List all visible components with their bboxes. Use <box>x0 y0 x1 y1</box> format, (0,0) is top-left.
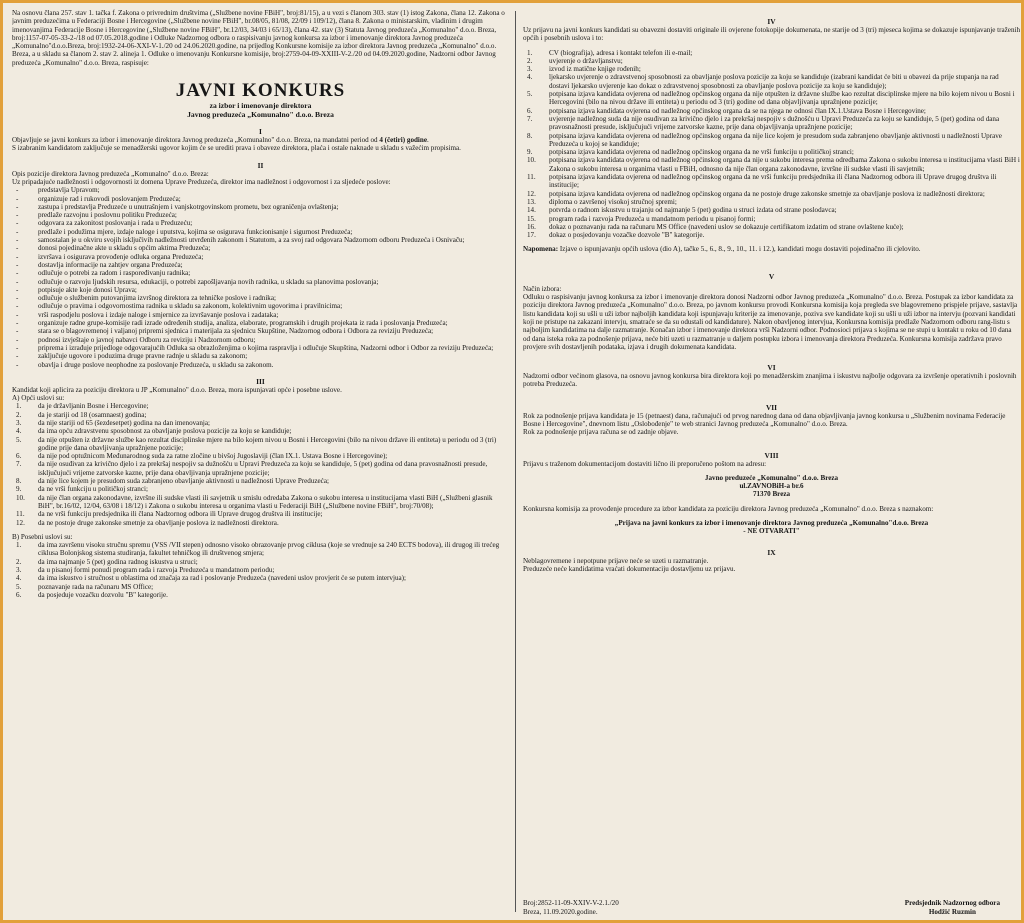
list-item: - potpisuje akte koje donosi Uprava; <box>16 286 509 294</box>
intro-paragraph: Na osnovu člana 257. stav 1. tačka f. Zakona o privrednim društvima („Službene novine FBiH", broj:81/15), a u vezi s članom 303. stav (1) istog Zakona, člana 12. Zakona o javnim preduzećima u Federaciji Bosne i Hercegovine („Službene novine FBiH", br.08/05, 81/08, 22/09 i 109/12), člana 8. Zakona o ministarskim, vladinim i drugim imenovanjima Federacije Bosne i Hercegovine („Službene novine FBiH", br.12/03, 34/03 i 65/13), člana 42. stav (3) Statuta Javnog preduzeća „Komunalno" d.o.o. Breza, broj:1157-07-05-33-2-/18 od 07.05.2018.godine i Odluke Nadzornog odbora o raspisivanju javnog konkursa za izbor i imenovanje direktora Javnog preduzeća „Komunalno"d.o.o.Breza, broj:1932-24-06-XXI-V-1./20 od 24.06.2020.godine, na prijedlog Konkursne komisije za izbor direktora Javnog preduzeća „Komunalno" d.o.o. Breza, a u skladu sa članom 2. stav 2. alineja 1. Odluke o imenovanju Konkursne komisije, broj:2759-04-09-XXIII-V-2./20 od 04.09.2020.godine, Nadzorni odbor Javnog preduzeća „Komunalno" d.o.o. Breza, raspisuje: <box>12 9 505 67</box>
list-item-text: potpisana izjava kandidata ovjerena od nadležnog općinskog organa da nije otpušten iz državne službe kao rezultat disciplinske mjere na bilo kojem nivou u Bosni i Hercegovini (bilo na nivou države ili entiteta) u periodu od 3 (tri) godine od dana objavljivanja upražnjene pozicije; <box>549 90 1015 107</box>
list-item-text: diploma o završenoj visokoj stručnoj spremi; <box>549 197 677 206</box>
list-item: - samostalan je u okviru svojih isključivih nadležnosti utvrđenih zakonom i Statutom, a za svoj rad odgovara Nadzornom odboru Preduzeća i Osnivaču; <box>16 236 509 244</box>
list-item: - odlučuje o razvoju ljudskih resursa, edukaciji, o potrebi zapošljavanja novih radnika, u skladu sa planovima poslovanja; <box>16 278 509 286</box>
list-item-text: potvrda o radnom iskustvu u trajanju od najmanje 5 (pet) godina u struci izdata od strane poslodavca; <box>549 206 837 215</box>
list-item-text: uvjerenje o državljanstvu; <box>549 56 623 65</box>
list-item-text: da nije pod optužnicom Međunarodnog suda za ratne zločine u bivšoj Jugoslaviji (član IX.1. Ustava Bosne i Hercegovine); <box>38 452 388 461</box>
reference-number: Broj:2852-11-09-XXIV-V-2.1./20 <box>523 899 619 908</box>
list-item <box>527 57 1020 65</box>
list-item-number: 9. <box>527 148 533 157</box>
list-item-text: potpisana izjava kandidata ovjerena od nadležnog općinskog organa da ne postoje druge zakonske smetnje za obavljanje poslova iz nadležnosti direktora; <box>549 189 985 198</box>
list-item <box>16 558 509 566</box>
signatory-name: Hodžić Ruzmin <box>928 907 976 916</box>
list-item <box>16 436 509 453</box>
list-item-number: 17. <box>527 231 536 240</box>
list-item <box>16 566 509 574</box>
special-conditions-list <box>12 541 509 599</box>
section-heading-4: IV <box>767 17 776 26</box>
title-subline-2: Javnog preduzeća „Komunalno" d.o.o. Breza <box>187 110 334 120</box>
list-item-number: 1. <box>527 48 533 57</box>
address-line-3: 71370 Breza <box>752 490 791 499</box>
list-item-text: da ima završenu visoku stručnu spremu (VSS /VII stepen) odnosno visoko obrazovanje prvog ciklusa (koje se vrednuje sa 240 ECTS bodova), ili drugog ili trećeg ciklusa Bolonjskog sistema studiranja, fakultet tehničkog ili društvenog smjera; <box>38 541 500 558</box>
list-item-text: da ne postoje druge zakonske smetnje za obavljanje poslova iz nadležnosti direktora. <box>38 518 279 527</box>
list-item <box>16 452 509 460</box>
list-item: - predlaže razvojnu i poslovnu politiku Preduzeća; <box>16 211 509 219</box>
list-item-text: da nije osuđivan za krivično djelo i za prekršaj nespojiv sa dužnošću u Upravi Preduzeća za koju se kandiduje, 5 (pet) godina od dana pravosnažnosti presude, isključujući vrijeme zatvorske kazne, prije dana obavljivanja upražnjene pozicije; <box>38 460 488 477</box>
list-item-number: 1. <box>16 402 22 411</box>
list-item: - priprema i izrađuje prijedloge odgovarajućih Odluka sa obrazloženjima o kojima raspravlja i odlučuje Skupština, Nadzorni odbor i Odbor za reviziju Preduzeća; <box>16 344 509 352</box>
list-item-number: 11. <box>16 510 25 519</box>
list-item: - zastupa i predstavlja Preduzeće u unutrašnjem i vanjskotrgovinskom prometu, bez ograničenja ovlaštenja; <box>16 203 509 211</box>
list-item-number: 11. <box>527 173 536 182</box>
list-item: - odlučuje o potrebi za radom i raspoređivanju radnika; <box>16 269 509 277</box>
list-item-text: da ne vrši funkciju predsjednika ili člana Nadzornog odbora ili Uprave drugog društva ili institucije; <box>38 510 323 519</box>
signature-footer <box>523 896 1020 916</box>
signature-block <box>905 899 1000 916</box>
list-item-number: 12. <box>16 518 25 527</box>
section-8-paragraph-1: Prijavu s traženom dokumentacijom dostaviti lično ili preporučeno poštom na adresu: <box>523 459 767 468</box>
list-item: - predlaže i podužima mjere, izdaje naloge i uputstva, kojima se osigurava funkcionisanje i sigurnost Preduzeća; <box>16 228 509 236</box>
list-item-number: 4. <box>527 73 533 82</box>
list-item <box>16 519 509 527</box>
issue-date: Breza, 11.09.2020.godine. <box>523 907 598 916</box>
list-item-number: 8. <box>527 131 533 140</box>
list-item-text: dokaz o posjedovanju vozačke dozvole "B" kategorije. <box>549 231 705 240</box>
list-item-text: potpisana izjava kandidata ovjerena od nadležnog općinskog organa da nije u sukobu interesa prema odredbama Zakona o sukobu interesa u institucijama vlasti BiH i Zakona o sukobu interesa u organima vlasti u FBiH, odnosno da nije član organa zakonodavne, izvršne ili sudske vlasti ili savjetnik; <box>549 156 1020 173</box>
list-item: - stara se o blagovremenoj i valjanoj pripremi sjednica i materijala za sjednicu Skupštine, Nadzornog odbora i Odbora za reviziju Preduzeća; <box>16 327 509 335</box>
section-3-paragraph-1: Kandidat koji aplicira za poziciju direktora u JP „Komunalno" d.o.o. Breza, mora ispunjavati opće i posebne uslove. <box>12 385 342 394</box>
section-heading-6: VI <box>767 363 776 373</box>
list-item: - dostavlja informacije na zahtjev organa Preduzeća; <box>16 261 509 269</box>
list-item-number: 6. <box>527 106 533 115</box>
right-column <box>523 7 1020 916</box>
list-item-text: da nije stariji od 65 (šezdesetpet) godina na dan imenovanja; <box>38 418 210 427</box>
section-heading-2: II <box>257 160 264 170</box>
note-paragraph: Napomena: Izjave o ispunjavanju općih uslova (dio A), tačke 5., 6., 8., 9., 10., 11. i 12.), kandidati mogu dostaviti pojedinačno ili cjelovito. <box>523 245 921 254</box>
envelope-mark-line-2: - NE OTVARATI" <box>743 527 800 536</box>
documents-list <box>523 49 1020 240</box>
list-item-text: da ima opću zdravstvenu sposobnost za obavljanje poslova pozicije za koju se kandiduje; <box>38 427 292 436</box>
list-item-number: 3. <box>16 566 22 575</box>
list-item <box>527 156 1020 173</box>
list-item <box>527 223 1020 231</box>
section-heading-1: I <box>259 127 262 137</box>
general-conditions-title: A) Opći uslovi su: <box>12 394 65 403</box>
list-item-text: potpisana izjava kandidata ovjerena od nadležnog općinskog organa da nije lice kojem je presudom suda zabranjeno obavljanje aktivnosti u nadležnosti Uprave Preduzeća u kojoj se kandiduje; <box>549 131 1002 148</box>
list-item: - vrši raspodjelu poslova i izdaje naloge i smjernice za izvršavanje poslova i zadataka; <box>16 311 509 319</box>
list-item <box>16 494 509 511</box>
list-item-number: 3. <box>527 65 533 74</box>
list-item <box>16 477 509 485</box>
list-item: - predstavlja Upravom; <box>16 186 509 194</box>
list-item <box>527 215 1020 223</box>
list-item-number: 2. <box>527 56 533 65</box>
list-item: - obavlja i druge poslove neophodne za poslovanje Preduzeća, u skladu sa zakonom. <box>16 361 509 369</box>
section-5-paragraph-2: Odluku o raspisivanju javnog konkursa za izbor i imenovanje direktora donosi Nadzorni odbor Javnog preduzeća „Komunalno" d.o.o. Breza. Postupak za izbor kandidata za poziciju direktora Javnog preduzeća „Komunalno" d.o.o. Breza, po javnom konkursu provodi Konkursna komisija koja pregleda sve blagovremeno prispjele prijave, sastavlja listu kandidata koji su ušli u uži izbor najboljih kandidata koji ispunjavaju kriterije za imenovanje, poziva sve kandidate koji su ušli u uži izbor na intervju (pozvani kandidati koji ne pristupe na zakazani intervju, smatraće se da su odustali od kandidature). Nakon obavljenog intervjua, Konkursna komisija predlaže Nadzornom odboru rang-listu s najboljim kandidatima na dalje razmatranje. Konačan izbor i imenovanje direktora vrši Nadzorni odbor. Podnosioci prijava s kojima se ne stupi u kontakt u roku od 10 dana od dana isteka roka za podnošenje prijava, neće biti uzeti u razmatranje u daljem postupku izbora i imenovanja direktora Preduzeća. Konkursna komisija zadržava pravo provjere svih dostavljenih podataka, izjava i drugih dokumenata kandidata. <box>523 293 1018 351</box>
list-item-number: 15. <box>527 214 536 223</box>
section-2-paragraph-2: Uz pripadajuće nadležnosti i odgovornosti iz domena Uprave Preduzeća, direktor ima nadležnost i odgovornost i za sljedeće poslove: <box>12 177 391 186</box>
list-item-text: ljekarsko uvjerenje o zdravstvenoj sposobnosti za obavljanje poslova pozicije za koju se kandiduje (izabrani kandidat će biti u obavezi da prije stupanja na rad dostavi ljekarsko uvjerenje kao dokaz o zdravstvenoj sposobnosti za obavljanje poslova pozicije za koju se kandiduje); <box>549 73 999 90</box>
list-item <box>527 206 1020 214</box>
list-item <box>16 510 509 518</box>
list-item <box>16 411 509 419</box>
list-item <box>527 73 1020 90</box>
list-item <box>16 583 509 591</box>
list-item-number: 5. <box>527 90 533 99</box>
list-item-number: 6. <box>16 452 22 461</box>
list-item-text: da posjeduje vozačku dozvolu "B" kategorije. <box>38 590 168 599</box>
column-divider <box>515 11 516 912</box>
list-item-text: potpisana izjava kandidata ovjerena od nadležnog općinskog organa da ne vrši funkciju u političkoj stranci; <box>549 148 854 157</box>
list-item-number: 2. <box>16 557 22 566</box>
list-item <box>16 460 509 477</box>
list-item-text: CV (biografija), adresa i kontakt telefon ili e-mail; <box>549 48 693 57</box>
list-item-number: 7. <box>16 460 22 469</box>
list-item-number: 4. <box>16 427 22 436</box>
list-item-text: dokaz o poznavanju rada na računaru MS Office (navedeni uslov se dokazuje certifikatom izdatim od strane ovlaštene kuće); <box>549 222 904 231</box>
address-line-2: ul.ZAVNOBiH-a br.6 <box>739 482 804 491</box>
list-item-text: da ima iskustvo i stručnost u oblastima od značaja za rad i poslovanje Preduzeća (navedeni uslov provjerit će se putem intervjua); <box>38 574 406 583</box>
list-item-number: 10. <box>16 493 25 502</box>
list-item-number: 9. <box>16 485 22 494</box>
section-7-paragraph-1: Rok za podnošenje prijava kandidata je 15 (petnaest) dana, računajući od prvog narednog dana od dana objavljivanja javnog konkursa u „Službenim novinama Federacije Bosne i Hercegovine", dnevnom listu „Oslobođenje" te web stranici Javnog preduzeća „Komunalno" d.o.o. Breza. <box>523 411 1006 428</box>
list-item-text: da nije lice kojem je presudom suda zabranjeno obavljanje aktivnosti u nadležnosti Uprave Preduzeća; <box>38 477 329 486</box>
list-item <box>16 574 509 582</box>
list-item <box>527 65 1020 73</box>
duties-list <box>12 186 509 369</box>
list-item-number: 5. <box>16 582 22 591</box>
list-item-text: potpisana izjava kandidata ovjerena od nadležnog općinskog organa da ne vrši funkciju predsjednika ili člana Nadzornog odbora ili Uprave drugog društva ili institucije; <box>549 173 997 190</box>
list-item-text: da je državljanin Bosne i Hercegovine; <box>38 402 149 411</box>
list-item-text: da u pisanoj formi ponudi program rada i razvoja Preduzeća u mandatnom periodu; <box>38 566 275 575</box>
list-item-text: da nije otpušten iz državne službe kao rezultat disciplinske mjere na bilo kojem nivou u Bosni i Hercegovini (bilo na nivou države ili entiteta) u periodu od 3 (tri) godine prije dana obavljivanja upražnjene pozicije; <box>38 435 497 452</box>
section-heading-9: IX <box>767 547 776 557</box>
list-item: - organizuje radne grupe-komisije radi izrade određenih studija, analiza, elaborate, programskih i drugih projekata iz rada i poslovanja Preduzeća; <box>16 319 509 327</box>
section-9-paragraph-2: Preduzeće neće kandidatima vraćati dokumentaciju dostavljenu uz prijavu. <box>523 564 736 573</box>
list-item <box>16 402 509 410</box>
list-item-number: 14. <box>527 206 536 215</box>
page-title: JAVNI KONKURS <box>175 80 346 102</box>
list-item <box>527 148 1020 156</box>
list-item: - odgovara za zakonitost poslovanja i rada u Preduzeću; <box>16 219 509 227</box>
list-item <box>527 198 1020 206</box>
list-item-number: 7. <box>527 114 533 123</box>
section-4-paragraph-1: Uz prijavu na javni konkurs kandidati su obavezni dostaviti originale ili ovjerene fotokopije dokumenata, ne starije od 3 (tri) mjeseca kojima se dokazuje ispunjavanje traženih općih i posebnih uslova i to: <box>523 26 1020 43</box>
list-item-number: 13. <box>527 197 536 206</box>
title-subline-1: za izbor i imenovanje direktora <box>209 101 312 111</box>
list-item-number: 5. <box>16 435 22 444</box>
list-item-number: 12. <box>527 189 536 198</box>
list-item <box>527 132 1020 149</box>
address-line-1: Javno preduzeće „Komunalno" d.o.o. Breza <box>704 473 839 482</box>
list-item: - zaključuje ugovore i poduzima druge pravne radnje u skladu sa zakonom; <box>16 352 509 360</box>
list-item-text: potpisana izjava kandidata ovjerena od nadležnog općinskog organa da se na njega ne odnosi član IX.1.Ustava Bosne i Hercegovine; <box>549 106 926 115</box>
list-item-number: 16. <box>527 222 536 231</box>
list-item: - odlučuje o pravima i odgovornostima radnika u skladu sa zakonom, kolektivnim ugovorima i pravilnicima; <box>16 302 509 310</box>
list-item <box>527 49 1020 57</box>
list-item: - donosi pojedinačne akte u skladu s općim aktima Preduzeća; <box>16 244 509 252</box>
list-item-number: 4. <box>16 574 22 583</box>
list-item: - izvršava i osigurava provođenje odluka organa Preduzeća; <box>16 253 509 261</box>
list-item-number: 2. <box>16 410 22 419</box>
list-item <box>527 190 1020 198</box>
list-item <box>16 591 509 599</box>
signatory-title: Predsjednik Nadzornog odbora <box>904 899 1000 908</box>
section-heading-7: VII <box>765 402 778 412</box>
list-item-text: da nije član organa zakonodavne, izvršne ili sudske vlasti ili savjetnik u smislu odredaba Zakona o sukobu interesa u institucijama vlasti BiH („Službeni glasnik BiH", br.16/02, 12/04, 63/08 i 18/12) i Zakona o sukobu interesa u organima vlasti u Federaciji BiH („Službene novine FBiH", broj:70/08); <box>38 493 493 510</box>
list-item-text: da ima najmanje 5 (pet) godina radnog iskustva u struci; <box>38 557 198 566</box>
list-item-text: da je stariji od 18 (osamnaest) godina; <box>38 410 147 419</box>
section-6-paragraph-1: Nadzorni odbor većinom glasova, na osnovu javnog konkursa bira direktora koji po menadžerskim znanjima i iskustvu najbolje odgovara za izvršenje operativnih i poslovnih potreba Preduzeća. <box>523 372 1017 389</box>
list-item <box>16 419 509 427</box>
section-2-paragraph-1: Opis pozicije direktora Javnog preduzeća „Komunalno" d.o.o. Breza: <box>12 169 209 178</box>
section-1-paragraph-1: Objavljuje se javni konkurs za izbor i imenovanje direktora Javnog preduzeća „Komunalno" d.o.o. Breza, na mandatni period od 4 (četiri) godine. <box>12 136 429 145</box>
note-label: Napomena: <box>523 245 559 254</box>
special-conditions-title: B) Posebni uslovi su: <box>12 532 73 541</box>
section-8-paragraph-2: Konkursna komisija za provođenje procedure za izbor kandidata za poziciju direktora Javnog preduzeća „Komunalno" d.o.o. Breza s naznakom: <box>523 504 934 513</box>
section-7-paragraph-2: Rok za podnošenje prijava računa se od zadnje objave. <box>523 428 679 437</box>
list-item-number: 10. <box>527 156 536 165</box>
section-heading-5: V <box>768 271 775 281</box>
reference-block <box>523 899 619 916</box>
section-heading-8: VIII <box>764 450 779 460</box>
list-item: - organizuje rad i rukovodi poslovanjem Preduzeća; <box>16 195 509 203</box>
list-item-number: 8. <box>16 477 22 486</box>
list-item: - odlučuje o službenim putovanjima izvršnog direktora za tehničke poslove i radnika; <box>16 294 509 302</box>
section-heading-3: III <box>256 376 265 386</box>
left-column <box>12 7 509 916</box>
list-item <box>16 485 509 493</box>
list-item-number: 1. <box>16 541 22 550</box>
section-9-paragraph-1: Neblagovremene i nepotpune prijave neće se uzeti u razmatranje. <box>523 556 709 565</box>
list-item-text: izvod iz matične knjige rođenih; <box>549 65 641 74</box>
envelope-mark-line-1: „Prijava na javni konkurs za izbor i imenovanje direktora Javnog preduzeća „Komunalno"d.o.o. Breza <box>614 519 929 528</box>
list-item <box>527 90 1020 107</box>
list-item <box>527 231 1020 239</box>
list-item <box>16 541 509 558</box>
list-item <box>16 427 509 435</box>
list-item-number: 6. <box>16 590 22 599</box>
list-item: - podnosi izvještaje o javnoj nabavci Odboru za reviziju i Nadzornom odboru; <box>16 336 509 344</box>
list-item-text: program rada i razvoja Preduzeća u mandatnom periodu u pisanoj formi; <box>549 214 756 223</box>
list-item-text: poznavanje rada na računaru MS Office; <box>38 582 154 591</box>
list-item <box>527 173 1020 190</box>
list-item <box>527 107 1020 115</box>
general-conditions-list <box>12 402 509 526</box>
list-item-text: uvjerenje nadležnog suda da nije osuđivan za krivično djelo i za prekršaj nespojiv s dužnošću u Upravi Preduzeća za koju se kandiduje, 5 (pet) godina od dana pravosnažnosti presude, isključujući vrijeme zatvorske kazne, prije dana objavljivanja upražnjene pozicije; <box>549 114 1000 132</box>
list-item <box>527 115 1020 132</box>
list-item-text: da ne vrši funkciju u političkoj stranci; <box>38 485 148 494</box>
section-5-paragraph-1: Način izbora: <box>523 284 562 293</box>
list-item-number: 3. <box>16 418 22 427</box>
section-1-paragraph-2: S izabranim kandidatom zaključuje se menadžerski ugovor kojim će se urediti prava i obaveze direktora, plaća i ostale naknade u skladu s važećim propisima. <box>12 144 461 153</box>
